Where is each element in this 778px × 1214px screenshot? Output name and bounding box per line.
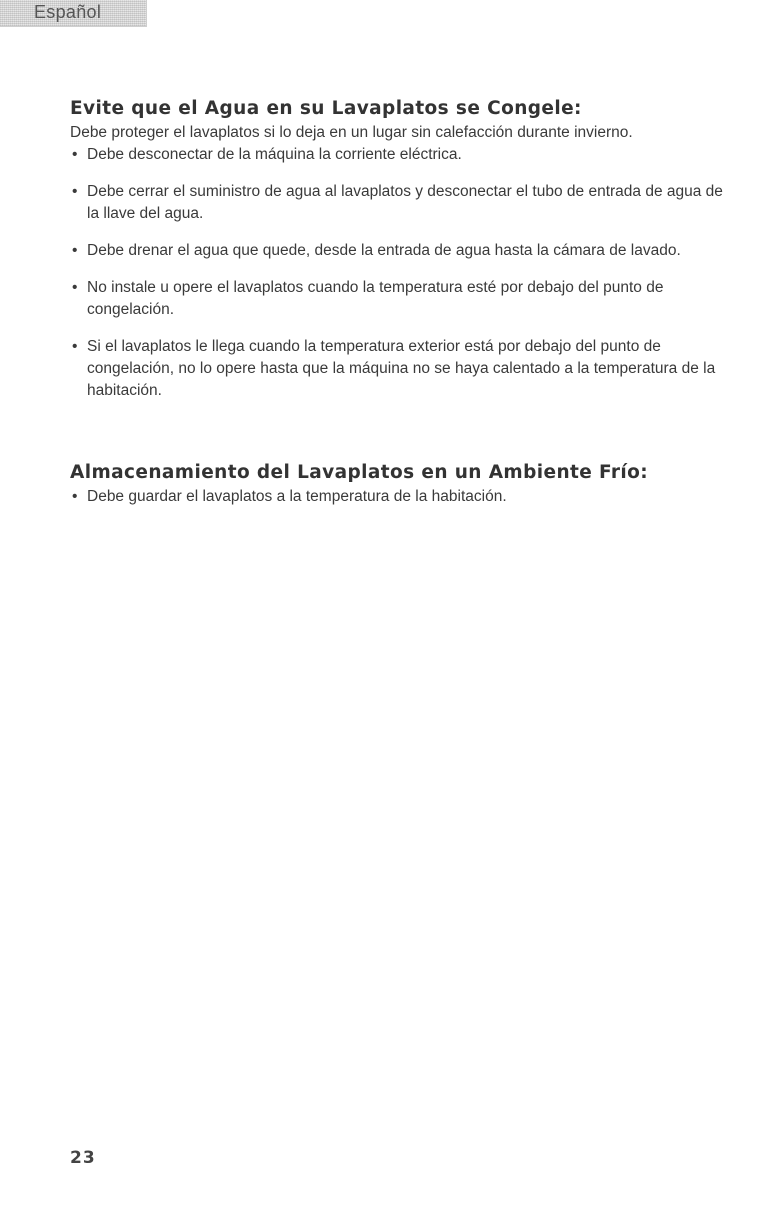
bullet-icon: • — [72, 183, 78, 200]
bullet-list — [70, 144, 730, 402]
bullet-icon: • — [72, 488, 78, 505]
language-tab — [0, 0, 147, 27]
bullet-list — [70, 486, 730, 508]
bullet-icon: • — [72, 279, 78, 296]
section-heading: Almacenamiento del Lavaplatos en un Ambiente Frío: — [70, 462, 649, 483]
section-prevent-freezing — [70, 96, 730, 402]
list-item-text: Si el lavaplatos le llega cuando la temperatura exterior está por debajo del punto de congelación, no lo opere hasta que la máquina no se haya calentado a la temperatura de la habitación. — [87, 338, 716, 399]
language-label: Español — [34, 2, 102, 22]
list-item-text: Debe cerrar el suministro de agua al lavaplatos y desconectar el tubo de entrada de agua de la llave del agua. — [87, 183, 723, 222]
list-item-text: Debe desconectar de la máquina la corriente eléctrica. — [87, 146, 462, 163]
list-item — [70, 181, 730, 225]
list-item-text: Debe drenar el agua que quede, desde la entrada de agua hasta la cámara de lavado. — [87, 242, 681, 259]
page-number: 23 — [70, 1148, 96, 1168]
list-item-text: No instale u opere el lavaplatos cuando la temperatura esté por debajo del punto de congelación. — [87, 279, 664, 318]
bullet-icon: • — [72, 338, 78, 355]
list-item — [70, 336, 730, 402]
bullet-icon: • — [72, 242, 78, 259]
section-heading: Evite que el Agua en su Lavaplatos se Congele: — [70, 98, 582, 119]
section-intro: Debe proteger el lavaplatos si lo deja en un lugar sin calefacción durante invierno. — [70, 124, 633, 141]
list-item — [70, 144, 730, 166]
list-item-text: Debe guardar el lavaplatos a la temperatura de la habitación. — [87, 488, 507, 505]
list-item — [70, 240, 730, 262]
list-item — [70, 277, 730, 321]
list-item — [70, 486, 730, 508]
section-cold-storage — [70, 460, 730, 508]
bullet-icon: • — [72, 146, 78, 163]
